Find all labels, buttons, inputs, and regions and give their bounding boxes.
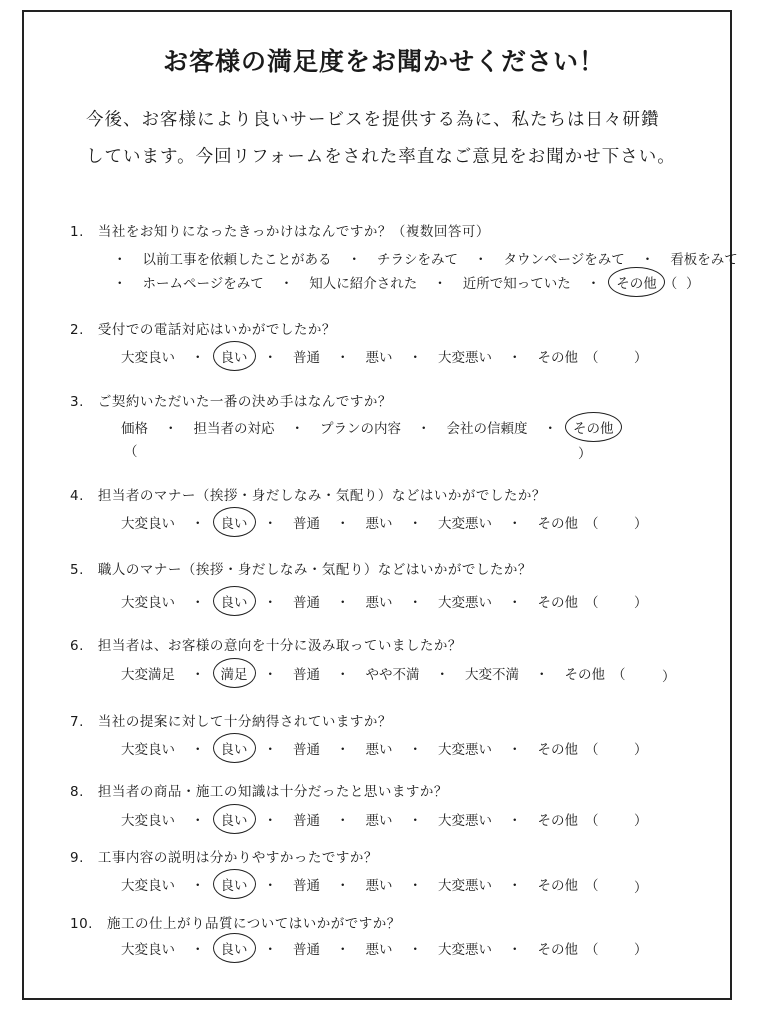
separator: ・ bbox=[586, 276, 601, 292]
question-4-option[interactable]: 悪い bbox=[365, 516, 393, 532]
question-1-option[interactable]: 看板をみて bbox=[670, 252, 738, 268]
paren-close: ） bbox=[662, 669, 676, 685]
separator: ・ bbox=[408, 942, 422, 958]
question-2-option[interactable]: その他 bbox=[537, 350, 578, 366]
question-5-text: 5. 職人のマナー（挨拶・身だしなみ・気配り）などはいかがでしたか？ bbox=[70, 562, 532, 578]
question-2-text: 2. 受付での電話対応はいかがでしたか？ bbox=[70, 322, 336, 338]
separator: ・ bbox=[191, 742, 205, 758]
question-4-option[interactable]: 普通 bbox=[293, 516, 320, 532]
separator: ・ bbox=[640, 252, 655, 268]
question-7-option-circled[interactable]: 良い bbox=[218, 738, 251, 758]
question-5-option[interactable]: その他 bbox=[537, 595, 578, 611]
paren-open: （ bbox=[585, 350, 599, 366]
separator: ・ bbox=[263, 595, 277, 611]
separator: ・ bbox=[347, 252, 361, 268]
separator: ・ bbox=[263, 667, 277, 683]
separator: ・ bbox=[543, 421, 557, 437]
paren-open: （ bbox=[585, 813, 599, 829]
question-7-option[interactable]: その他 bbox=[537, 742, 578, 758]
separator: ・ bbox=[508, 742, 522, 758]
separator: ・ bbox=[336, 595, 350, 611]
paren-open: （ bbox=[585, 742, 599, 758]
paren-open: （ bbox=[124, 444, 138, 460]
separator: ・ bbox=[508, 595, 522, 611]
separator: ・ bbox=[279, 276, 294, 292]
question-5-option[interactable]: 悪い bbox=[365, 595, 393, 611]
question-3-option[interactable]: 価格 bbox=[121, 421, 148, 437]
question-6-option[interactable]: 大変不満 bbox=[465, 667, 519, 683]
separator: ・ bbox=[408, 350, 422, 366]
separator: ・ bbox=[263, 813, 277, 829]
question-8-option[interactable]: 悪い bbox=[365, 813, 393, 829]
paren-close: ） bbox=[634, 742, 648, 758]
question-10-option[interactable]: その他 bbox=[537, 942, 578, 958]
question-8-option[interactable]: 大変良い bbox=[121, 813, 175, 829]
separator: ・ bbox=[408, 878, 422, 894]
separator: ・ bbox=[336, 813, 350, 829]
question-4-text: 4. 担当者のマナー（挨拶・身だしなみ・気配り）などはいかがでしたか？ bbox=[70, 488, 546, 504]
question-5-option[interactable]: 普通 bbox=[293, 595, 320, 611]
question-6-options bbox=[118, 663, 626, 683]
separator: ・ bbox=[263, 350, 277, 366]
separator: ・ bbox=[263, 742, 277, 758]
question-1-options bbox=[100, 248, 741, 268]
separator: ・ bbox=[191, 813, 205, 829]
paren-open: （ bbox=[585, 942, 599, 958]
question-1-option[interactable]: ホームページをみて bbox=[142, 276, 264, 292]
question-10-option[interactable]: 普通 bbox=[293, 942, 320, 958]
separator: ・ bbox=[191, 942, 205, 958]
separator: ・ bbox=[508, 813, 522, 829]
question-9-text: 9. 工事内容の説明は分かりやすかったですか？ bbox=[70, 850, 378, 866]
question-3-text: 3. ご契約いただいた一番の決め手はなんですか？ bbox=[70, 394, 392, 410]
question-10-options bbox=[118, 938, 599, 958]
question-6-option[interactable]: 大変満足 bbox=[121, 667, 175, 683]
question-2-option[interactable]: 悪い bbox=[365, 350, 393, 366]
question-7-option[interactable]: 普通 bbox=[293, 742, 320, 758]
question-8-option[interactable]: その他 bbox=[537, 813, 578, 829]
paren-close: ） bbox=[634, 880, 648, 896]
separator: ・ bbox=[336, 350, 350, 366]
question-10-option[interactable]: 悪い bbox=[365, 942, 393, 958]
question-6-option[interactable]: 普通 bbox=[293, 667, 320, 683]
question-10-option-circled[interactable]: 良い bbox=[218, 938, 251, 958]
question-4-option[interactable]: 大変良い bbox=[121, 516, 175, 532]
separator: ・ bbox=[508, 878, 522, 894]
separator: ・ bbox=[336, 942, 350, 958]
separator: ・ bbox=[336, 516, 350, 532]
question-3-option[interactable]: 担当者の対応 bbox=[193, 421, 275, 437]
question-9-option[interactable]: 大変悪い bbox=[438, 878, 492, 894]
question-7-option[interactable]: 悪い bbox=[365, 742, 393, 758]
question-1-options bbox=[100, 272, 677, 292]
separator: ・ bbox=[336, 667, 350, 683]
separator: ・ bbox=[535, 667, 549, 683]
question-6-option[interactable]: その他 bbox=[564, 667, 605, 683]
question-1-option[interactable]: タウンページをみて bbox=[503, 252, 625, 268]
separator: ・ bbox=[408, 742, 422, 758]
question-4-option[interactable]: その他 bbox=[537, 516, 578, 532]
question-8-text: 8. 担当者の商品・施工の知識は十分だったと思いますか？ bbox=[70, 784, 448, 800]
question-5-option-circled[interactable]: 良い bbox=[218, 591, 251, 611]
separator: ・ bbox=[191, 350, 205, 366]
separator: ・ bbox=[408, 813, 422, 829]
separator: ・ bbox=[336, 742, 350, 758]
question-4-option[interactable]: 大変悪い bbox=[438, 516, 492, 532]
question-9-option[interactable]: 悪い bbox=[365, 878, 393, 894]
question-10-option[interactable]: 大変良い bbox=[121, 942, 175, 958]
question-4-options bbox=[118, 512, 599, 532]
survey-title: お客様の満足度をお聞かせください！ bbox=[162, 47, 605, 76]
separator: ・ bbox=[191, 667, 205, 683]
paren-close: ） bbox=[634, 813, 648, 829]
intro-line-2: しています。今回リフォームをされた率直なご意見をお聞かせ下さい。 bbox=[86, 147, 676, 167]
separator: ・ bbox=[191, 595, 205, 611]
question-5-option[interactable]: 大変良い bbox=[121, 595, 175, 611]
separator: ・ bbox=[508, 350, 522, 366]
question-8-option[interactable]: 普通 bbox=[293, 813, 320, 829]
separator: ・ bbox=[263, 516, 277, 532]
question-5-options bbox=[118, 591, 599, 611]
separator: ・ bbox=[433, 276, 447, 292]
separator: ・ bbox=[191, 878, 205, 894]
paren-close: ） bbox=[578, 446, 592, 462]
question-2-option[interactable]: 大変良い bbox=[121, 350, 175, 366]
paren-close: ） bbox=[634, 942, 648, 958]
question-7-text: 7. 当社の提案に対して十分納得されていますか？ bbox=[70, 714, 392, 730]
paren-open: （ bbox=[585, 595, 599, 611]
paren-open: （ bbox=[585, 516, 599, 532]
paren-open: （ bbox=[585, 878, 599, 894]
question-6-option-circled[interactable]: 満足 bbox=[218, 663, 251, 683]
separator: ・ bbox=[263, 878, 277, 894]
separator: ・ bbox=[164, 421, 178, 437]
intro-line-1: 今後、お客様により良いサービスを提供する為に、私たちは日々研鑽 bbox=[86, 110, 660, 130]
question-3-option-circled[interactable]: その他 bbox=[570, 417, 617, 437]
question-2-options bbox=[118, 346, 599, 366]
separator: ・ bbox=[336, 878, 350, 894]
question-7-options bbox=[118, 738, 599, 758]
question-9-option[interactable]: その他 bbox=[537, 878, 578, 894]
paren-close: ） bbox=[686, 276, 700, 292]
separator: ・ bbox=[435, 667, 449, 683]
question-8-option-circled[interactable]: 良い bbox=[218, 809, 251, 829]
question-4-option-circled[interactable]: 良い bbox=[218, 512, 251, 532]
question-1-option[interactable]: 近所で知っていた bbox=[462, 276, 571, 292]
separator: ・ bbox=[508, 516, 522, 532]
paren-open: （ bbox=[663, 276, 678, 292]
separator: ・ bbox=[408, 516, 422, 532]
paren-close: ） bbox=[634, 350, 648, 366]
question-3-option[interactable]: 会社の信頼度 bbox=[446, 421, 528, 437]
question-7-option[interactable]: 大変悪い bbox=[438, 742, 492, 758]
question-3-option[interactable]: プランの内容 bbox=[320, 421, 401, 437]
question-1-text: 1. 当社をお知りになったきっかけはなんですか？（複数回答可） bbox=[70, 224, 490, 240]
question-10-text: 10. 施工の仕上がり品質についてはいかがですか？ bbox=[70, 916, 401, 932]
separator: ・ bbox=[417, 421, 431, 437]
question-1-option[interactable]: 知人に紹介された bbox=[309, 276, 418, 292]
question-3-options bbox=[118, 417, 617, 437]
separator: ・ bbox=[408, 595, 422, 611]
question-9-option-circled[interactable]: 良い bbox=[218, 874, 251, 894]
question-9-option[interactable]: 大変良い bbox=[121, 878, 175, 894]
question-8-options bbox=[118, 809, 599, 829]
paren-close: ） bbox=[634, 595, 648, 611]
question-1-option-circled[interactable]: その他 bbox=[613, 272, 660, 292]
question-2-option-circled[interactable]: 良い bbox=[218, 346, 251, 366]
question-7-option[interactable]: 大変良い bbox=[121, 742, 175, 758]
question-9-option[interactable]: 普通 bbox=[293, 878, 320, 894]
separator: ・ bbox=[113, 252, 127, 268]
separator: ・ bbox=[474, 252, 488, 268]
paren-open: （ bbox=[612, 667, 626, 683]
separator: ・ bbox=[191, 516, 205, 532]
question-5-option[interactable]: 大変悪い bbox=[438, 595, 492, 611]
question-6-option[interactable]: やや不満 bbox=[365, 667, 420, 683]
paren-close: ） bbox=[634, 516, 648, 532]
question-1-option[interactable]: チラシをみて bbox=[377, 252, 458, 268]
question-2-option[interactable]: 大変悪い bbox=[438, 350, 492, 366]
separator: ・ bbox=[508, 942, 522, 958]
question-10-option[interactable]: 大変悪い bbox=[438, 942, 492, 958]
question-6-text: 6. 担当者は、お客様の意向を十分に汲み取っていましたか？ bbox=[70, 638, 462, 654]
question-8-option[interactable]: 大変悪い bbox=[438, 813, 492, 829]
separator: ・ bbox=[113, 276, 127, 292]
question-1-option[interactable]: 以前工事を依頼したことがある bbox=[142, 252, 332, 268]
question-2-option[interactable]: 普通 bbox=[293, 350, 320, 366]
separator: ・ bbox=[263, 942, 277, 958]
question-9-options bbox=[118, 874, 599, 894]
separator: ・ bbox=[290, 421, 304, 437]
